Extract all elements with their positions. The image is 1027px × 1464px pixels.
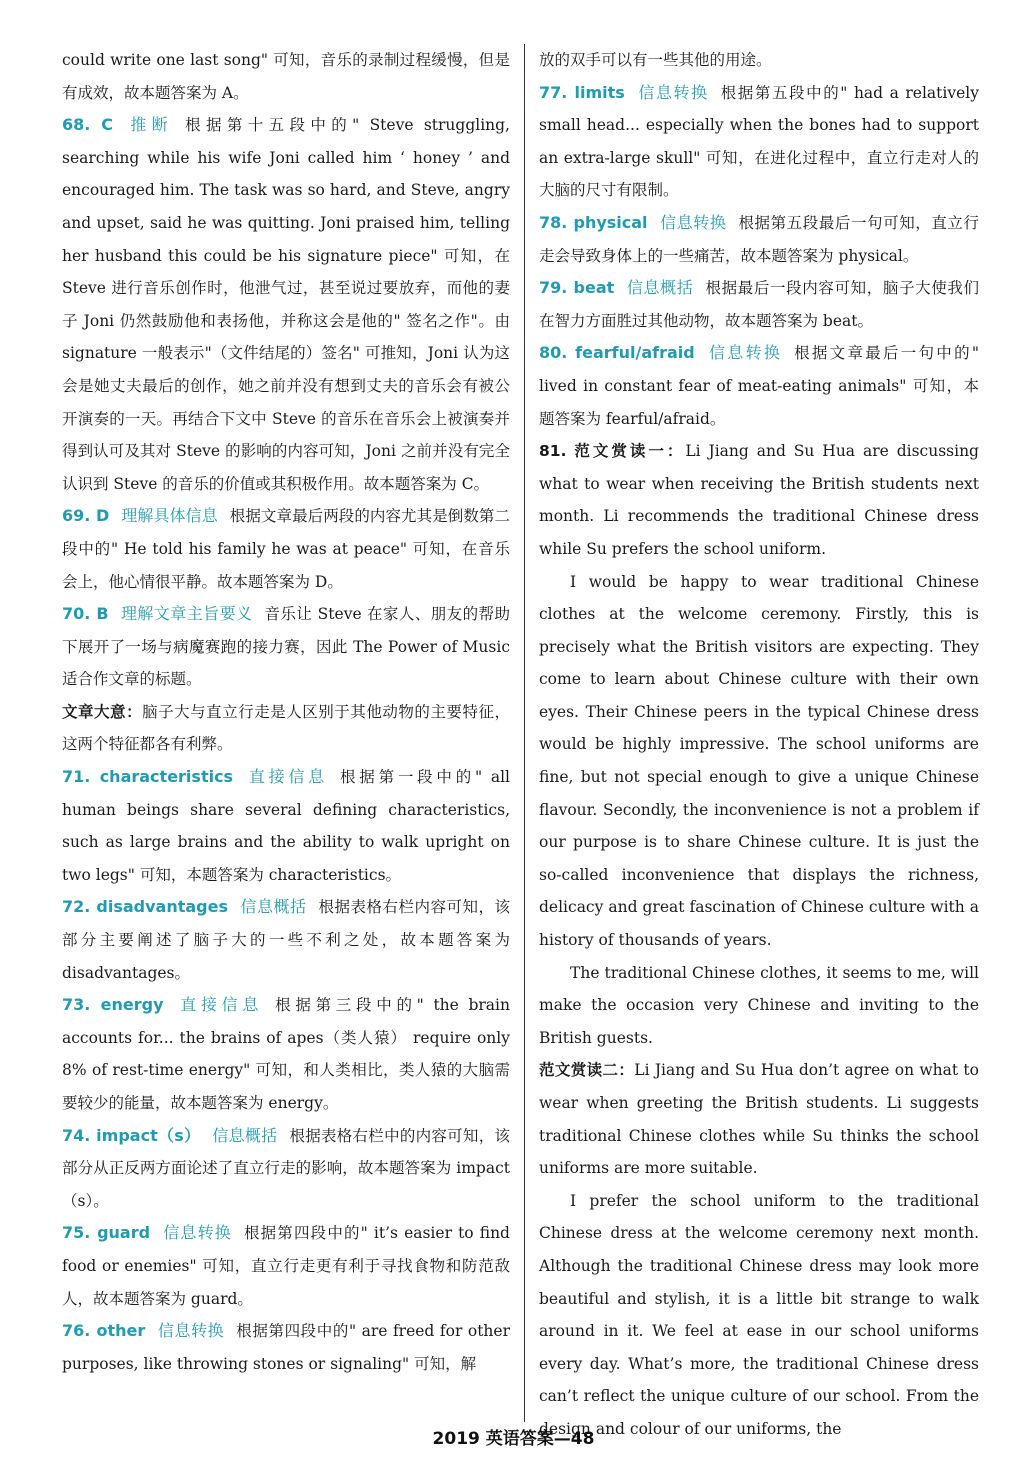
column-divider — [524, 44, 525, 1422]
question-number: 81. — [539, 442, 567, 461]
explanation-text: 根据第四段中的" it’s easier to find food or enemies" 可知，直立行走更有利于寻找食物和防范敌人，故本题答案为 guard。 — [62, 1224, 510, 1308]
question-type-tag: 信息概括 — [626, 278, 694, 298]
question-type-tag: 信息概括 — [240, 897, 307, 917]
page-footer: 2019 英语答案—48 — [432, 1429, 595, 1449]
question-type-tag: 信息转换 — [706, 343, 783, 363]
explanation-text: 根据第一段中的" all human beings share several defining characteristics, such as large brains and the ability to walk upright on two legs" 可知，本题答案为 characteristics。 — [62, 768, 510, 884]
right-column — [531, 44, 979, 1438]
answer-label: 76. other — [62, 1321, 146, 1341]
answer-label: 73. energy — [62, 995, 164, 1015]
question-type-tag: 信息转换 — [636, 82, 709, 102]
answer-label: 80. fearful/afraid — [539, 343, 695, 363]
question-type-tag: 信息概括 — [212, 1125, 278, 1145]
answer-73 — [62, 989, 510, 1119]
explanation-text: 根据第五段中的" had a relatively small head... especially when the bones had to support an extra-large skull" 可知，在进化过程中，直立行走对人的大脑的尺寸有限制。 — [539, 83, 979, 200]
explanation-text: 根据文章最后一句中的" lived in constant fear of meat-eating animals" 可知，本题答案为 fearful/afraid。 — [539, 344, 979, 428]
answer-label: 69. D — [62, 506, 110, 526]
answer-78 — [539, 207, 979, 272]
answer-81-essay1-intro — [539, 435, 979, 565]
explanation-text: 根据第十五段中的" Steve struggling, searching while his wife Joni called him ‘ honey ’ and encouraged him. The task was so hard, and Steve, angry and upset, said he was quitting. Joni praised him, telling her husband this could be his signature piece" 可知，在 Steve 进行音乐创作时，他泄气过，甚至说过要放弃，而他的妻子 Joni 仍然鼓励他和表扬他，并称这会是他的" 签名之作"。由 signature 一般表示"（文件结尾的）签名" 可推知，Joni 认为这会是她丈夫最后的创作，她之前并没有想到丈夫的音乐会有被公开演奏的一天。再结合下文中 Steve 的音乐在音乐会上被演奏并得到认可及其对 Steve 的影响的内容可知，Joni 之前并没有完全认识到 Steve 的音乐的价值或其积极作用。故本题答案为 C。 — [62, 116, 510, 493]
summary-label: 文章大意： — [62, 702, 143, 721]
answer-77 — [539, 77, 979, 207]
explanation-text: 根据表格右栏内容可知，该部分主要阐述了脑子大的一些不利之处，故本题答案为 disadvantages。 — [62, 898, 510, 982]
two-column-body — [62, 44, 987, 1438]
explanation-text: 根据表格右栏中的内容可知，该部分从正反两方面论述了直立行走的影响，故本题答案为 impact（s）。 — [62, 1126, 510, 1210]
summary-text: 脑子大与直立行走是人区别于其他动物的主要特征，这两个特征都各有利弊。 — [62, 702, 510, 754]
explanation-text: 根据最后一段内容可知，脑子大使我们在智力方面胜过其他动物，故本题答案为 beat。 — [539, 279, 979, 330]
answer-72 — [62, 891, 510, 989]
answer-label: 75. guard — [62, 1223, 151, 1243]
answer-label: 77. limits — [539, 82, 625, 102]
sample-essay-label: 范文赏读一： — [574, 442, 686, 461]
answer-71 — [62, 761, 510, 891]
essay-summary: Li Jiang and Su Hua don’t agree on what to wear when greeting the British students. Li suggests traditional Chinese clothes while Su thinks the school uniforms are more suitable. — [539, 1061, 979, 1178]
answer-75 — [62, 1217, 510, 1315]
question-type-tag: 理解具体信息 — [121, 506, 218, 526]
answer-label: 70. B — [62, 604, 109, 624]
continued-paragraph: could write one last song" 可知，音乐的录制过程缓慢，但是有成效，故本题答案为 A。 — [62, 51, 510, 102]
explanation-text: 根据第五段最后一句可知，直立行走会导致身体上的一些痛苦，故本题答案为 physical。 — [539, 213, 979, 265]
explanation-text: 根据第四段中的" are freed for other purposes, like throwing stones or signaling" 可知，解 — [62, 1322, 511, 1373]
question-type-tag: 信息转换 — [157, 1321, 225, 1341]
continued-paragraph: 放的双手可以有一些其他的用途。 — [539, 51, 772, 69]
essay1-paragraph-1: I would be happy to wear traditional Chinese clothes at the welcome ceremony. Firstly, this is precisely what the British visitors are expecting. They come to learn about Chinese culture with their own eyes. Their Chinese peers in the typical Chinese dress would be highly impressive. The school uniforms are fine, but not special enough to give a unique Chinese flavour. Secondly, the inconvenience is not a problem if our purpose is to share Chinese culture. It is just the so-called inconvenience that displays the richness, delicacy and great fascination of Chinese culture with a history of thousands of years. — [539, 572, 979, 950]
answer-label: 71. characteristics — [62, 767, 234, 787]
essay1-paragraph-2: The traditional Chinese clothes, it seems to me, will make the occasion very Chinese and inviting to the British guests. — [539, 963, 979, 1047]
essay-summary: Li Jiang and Su Hua are discussing what to wear when receiving the British students next month. Li recommends the traditional Chinese dress while Su prefers the school uniform. — [539, 442, 979, 558]
left-column — [62, 44, 518, 1422]
answer-79 — [539, 272, 979, 337]
question-type-tag: 直接信息 — [175, 995, 264, 1015]
essay2-intro — [539, 1054, 979, 1184]
answer-76 — [62, 1315, 510, 1380]
answer-label: 68. C — [62, 115, 114, 135]
essay2-paragraph-1: I prefer the school uniform to the traditional Chinese dress at the welcome ceremony next month. Although the traditional Chinese dress may look more beautiful and stylish, it is a little bit strange to walk around in it. We feel at ease in our school uniforms every day. What’s more, the traditional Chinese dress can’t reflect the unique culture of our school. From the design and colour of our uniforms, the — [539, 1191, 979, 1438]
passage-summary — [62, 696, 510, 761]
explanation-text: 根据文章最后两段的内容尤其是倒数第二段中的" He told his family he was at peace" 可知，在音乐会上，他心情很平静。故本题答案为 D。 — [62, 507, 510, 591]
question-type-tag: 理解文章主旨要义 — [120, 604, 253, 624]
question-type-tag: 直接信息 — [245, 767, 329, 787]
answer-70 — [62, 598, 510, 696]
answer-label: 78. physical — [539, 212, 648, 232]
answer-80 — [539, 337, 979, 435]
question-type-tag: 信息转换 — [162, 1223, 232, 1243]
question-type-tag: 信息转换 — [659, 212, 727, 232]
answer-label: 74. impact（s） — [62, 1125, 201, 1145]
answer-label: 72. disadvantages — [62, 897, 229, 917]
sample-essay-label: 范文赏读二： — [539, 1061, 635, 1080]
answer-69 — [62, 500, 510, 598]
explanation-text: 音乐让 Steve 在家人、朋友的帮助下展开了一场与病魔赛跑的接力赛，因此 The Power of Music 适合作文章的标题。 — [62, 605, 510, 689]
question-type-tag: 推断 — [125, 115, 174, 135]
answer-68 — [62, 109, 510, 500]
answer-label: 79. beat — [539, 278, 615, 298]
answer-74 — [62, 1120, 510, 1218]
explanation-text: 根据第三段中的" the brain accounts for... the brains of apes（类人猿） require only 8% of rest-time energy" 可知，和人类相比，类人猿的大脑需要较少的能量，故本题答案为 energy。 — [62, 996, 510, 1112]
